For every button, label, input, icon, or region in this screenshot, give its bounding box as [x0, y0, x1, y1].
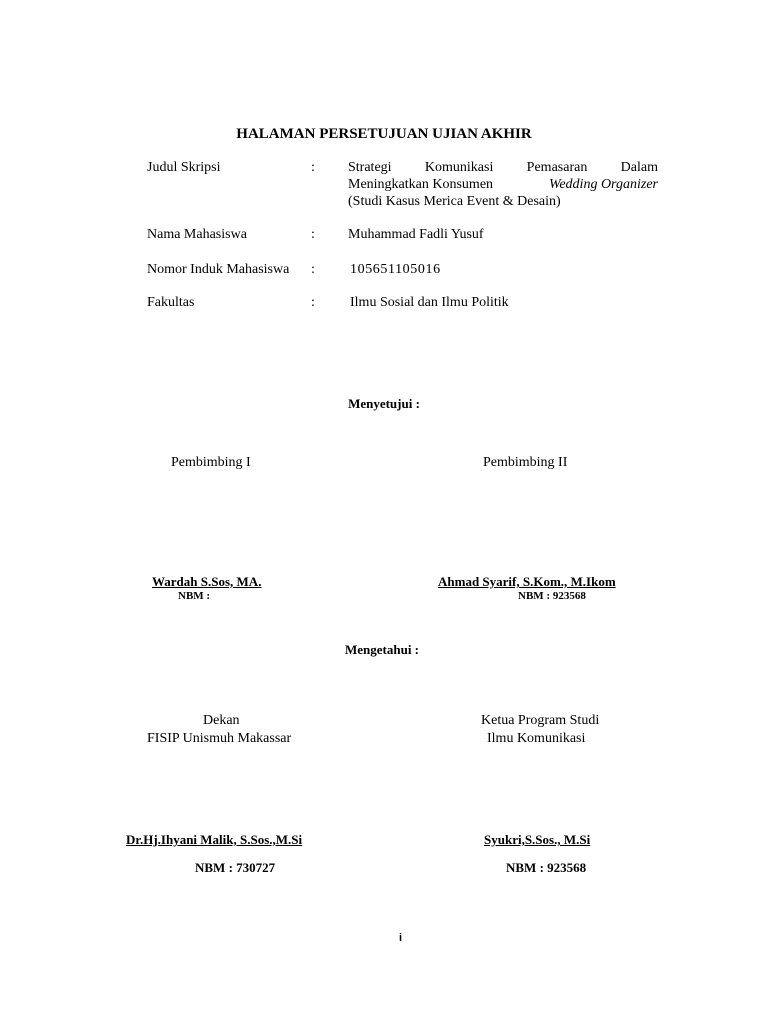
approval-left-nbm: NBM :	[178, 590, 211, 602]
acknowledge-left-role-2: FISIP Unismuh Makassar	[147, 731, 292, 746]
field-label-nama: Nama Mahasiswa	[147, 227, 247, 242]
judul-line2-text: Meningkatkan Konsumen	[348, 177, 494, 192]
field-colon-fakultas: :	[311, 295, 315, 310]
field-colon-judul: :	[311, 160, 315, 175]
field-value-judul-line2	[348, 177, 658, 193]
field-value-judul-line3: (Studi Kasus Merica Event & Desain)	[348, 194, 561, 209]
judul-line2-italic: Wedding Organizer	[548, 177, 658, 192]
page-title: HALAMAN PERSETUJUAN UJIAN AKHIR	[236, 126, 532, 142]
approval-left-name: Wardah S.Sos, MA.	[152, 574, 262, 589]
field-value-nama: Muhammad Fadli Yusuf	[348, 227, 484, 242]
page-number: i	[399, 932, 403, 944]
field-label-fakultas: Fakultas	[147, 295, 195, 310]
approval-right-name: Ahmad Syarif, S.Kom., M.Ikom	[438, 574, 616, 589]
acknowledge-heading: Mengetahui :	[344, 642, 420, 657]
field-value-fakultas: Ilmu Sosial dan Ilmu Politik	[350, 295, 509, 310]
approval-role-right: Pembimbing II	[483, 455, 568, 470]
acknowledge-left-nbm: NBM : 730727	[195, 860, 276, 875]
acknowledge-right-role-2: Ilmu Komunikasi	[487, 731, 586, 746]
approval-heading: Menyetujui :	[348, 396, 420, 411]
field-colon-nim: :	[311, 262, 315, 277]
field-label-nim: Nomor Induk Mahasiswa	[147, 262, 290, 277]
field-label-judul: Judul Skripsi	[147, 160, 221, 175]
acknowledge-right-name: Syukri,S.Sos., M.Si	[484, 832, 591, 847]
approval-role-left: Pembimbing I	[171, 455, 251, 470]
field-colon-nama: :	[311, 227, 315, 242]
acknowledge-right-role-1: Ketua Program Studi	[481, 713, 600, 728]
acknowledge-left-role-1: Dekan	[203, 713, 240, 728]
field-value-judul-line1: Strategi Komunikasi Pemasaran Dalam	[348, 160, 658, 175]
acknowledge-right-nbm: NBM : 923568	[506, 860, 587, 875]
field-value-nim: 105651105016	[350, 262, 441, 277]
approval-right-nbm: NBM : 923568	[518, 590, 586, 602]
acknowledge-left-name: Dr.Hj.Ihyani Malik, S.Sos.,M.Si	[126, 832, 303, 847]
